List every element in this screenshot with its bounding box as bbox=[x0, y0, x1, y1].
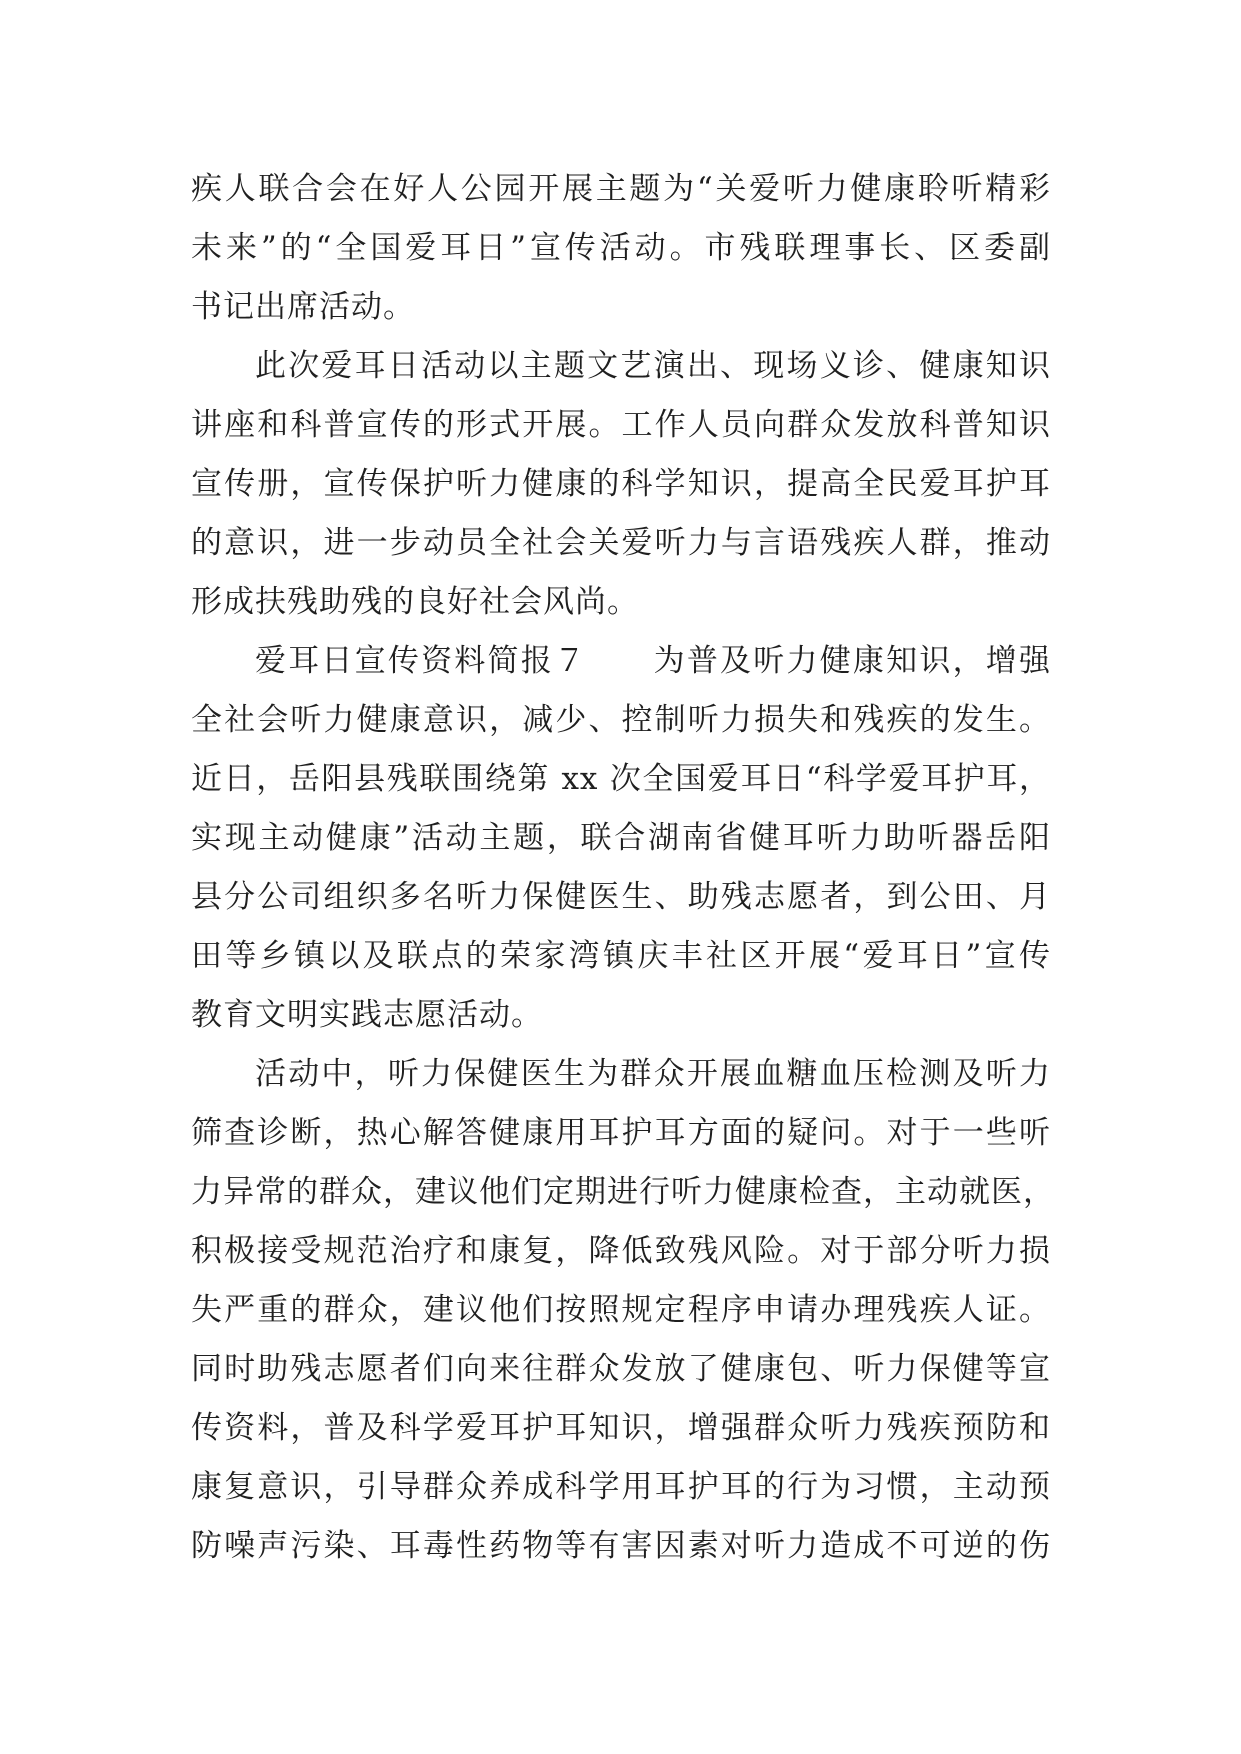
paragraph-1 bbox=[191, 160, 1051, 337]
paragraph-3 bbox=[191, 632, 1051, 1045]
text-line: 田等乡镇以及联点的荣家湾镇庆丰社区开展“爱耳日”宣传 bbox=[191, 938, 1051, 974]
text-line: 县分公司组织多名听力保健医生、助残志愿者，到公田、月 bbox=[191, 879, 1051, 915]
text-line: 同时助残志愿者们向来往群众发放了健康包、听力保健等宣 bbox=[191, 1351, 1051, 1387]
text-line: 的意识，进一步动员全社会关爱听力与言语残疾人群，推动 bbox=[191, 525, 1051, 561]
text-line: 传资料，普及科学爱耳护耳知识，增强群众听力残疾预防和 bbox=[191, 1410, 1051, 1446]
text-line: 力异常的群众，建议他们定期进行听力健康检查，主动就医， bbox=[191, 1174, 1055, 1210]
text-line: 宣传册，宣传保护听力健康的科学知识，提高全民爱耳护耳 bbox=[191, 466, 1051, 502]
text-line: 实现主动健康”活动主题，联合湖南省健耳听力助听器岳阳 bbox=[191, 820, 1051, 856]
text-line: 未来”的“全国爱耳日”宣传活动。市残联理事长、区委副 bbox=[191, 230, 1051, 266]
text-line: 全社会听力健康意识，减少、控制听力损失和残疾的发生。 bbox=[191, 702, 1051, 738]
text-line: 此次爱耳日活动以主题文艺演出、现场义诊、健康知识 bbox=[255, 348, 1051, 384]
text-line: 积极接受规范治疗和康复，降低致残风险。对于部分听力损 bbox=[191, 1233, 1051, 1269]
text-line: 活动中，听力保健医生为群众开展血糖血压检测及听力 bbox=[255, 1056, 1051, 1092]
text-line: 筛查诊断，热心解答健康用耳护耳方面的疑问。对于一些听 bbox=[191, 1115, 1051, 1151]
text-line: 防噪声污染、耳毒性药物等有害因素对听力造成不可逆的伤 bbox=[191, 1528, 1051, 1564]
text-line: 近日，岳阳县残联围绕第 xx 次全国爱耳日“科学爱耳护耳， bbox=[191, 761, 1051, 797]
text-line: 形成扶残助残的良好社会风尚。 bbox=[191, 584, 639, 620]
document-body bbox=[191, 160, 1055, 1576]
text-line: 教育文明实践志愿活动。 bbox=[191, 997, 543, 1033]
text-line: 书记出席活动。 bbox=[191, 289, 415, 325]
text-line: 康复意识，引导群众养成科学用耳护耳的行为习惯，主动预 bbox=[191, 1469, 1051, 1505]
text-line: 失严重的群众，建议他们按照规定程序申请办理残疾人证。 bbox=[191, 1292, 1051, 1328]
text-line: 讲座和科普宣传的形式开展。工作人员向群众发放科普知识 bbox=[191, 407, 1051, 443]
paragraph-4 bbox=[191, 1045, 1055, 1576]
paragraph-2 bbox=[191, 337, 1051, 632]
text-line: 爱耳日宣传资料简报７ 为普及听力健康知识，增强 bbox=[255, 643, 1051, 679]
text-line: 疾人联合会在好人公园开展主题为“关爱听力健康聆听精彩 bbox=[191, 171, 1051, 207]
